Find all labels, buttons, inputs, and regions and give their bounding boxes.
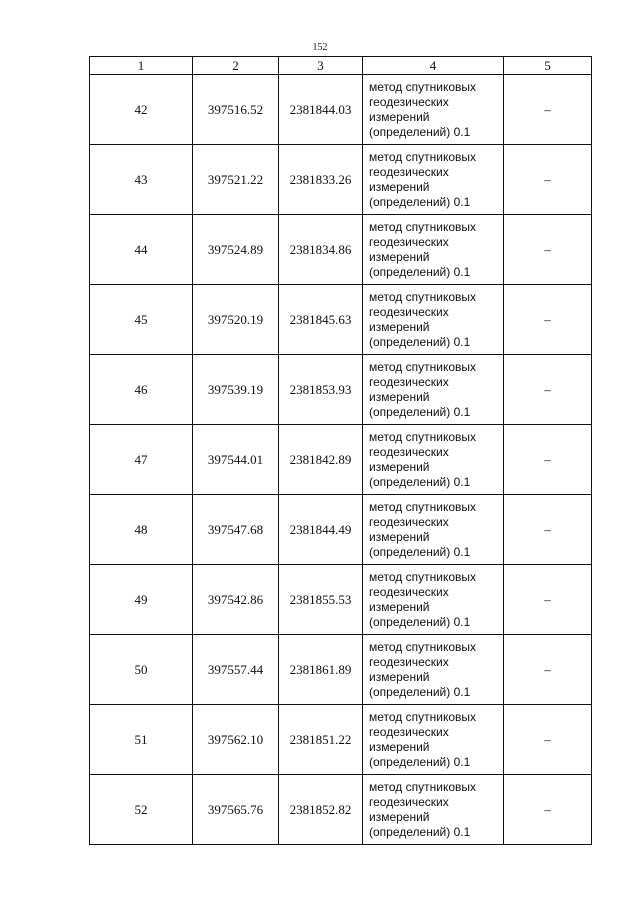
table-body bbox=[90, 75, 592, 845]
method-line: (определений) 0.1 bbox=[369, 124, 471, 139]
method-line: (определений) 0.1 bbox=[369, 754, 471, 769]
method-cell bbox=[363, 145, 504, 215]
point-number-cell: 46 bbox=[90, 355, 193, 425]
note-cell: – bbox=[504, 285, 592, 355]
table-row bbox=[90, 355, 592, 425]
coordinate-y-cell: 2381861.89 bbox=[279, 635, 363, 705]
method-line: измерений bbox=[369, 249, 430, 264]
method-line: (определений) 0.1 bbox=[369, 474, 471, 489]
method-line: измерений bbox=[369, 109, 430, 124]
method-line: геодезических bbox=[369, 654, 449, 669]
method-line: (определений) 0.1 bbox=[369, 194, 471, 209]
page-number: 152 bbox=[312, 42, 328, 53]
method-line: геодезических bbox=[369, 584, 449, 599]
coordinate-y-cell: 2381855.53 bbox=[279, 565, 363, 635]
table-row bbox=[90, 425, 592, 495]
coordinate-x-cell: 397542.86 bbox=[193, 565, 279, 635]
method-line: геодезических bbox=[369, 164, 449, 179]
coordinate-y-cell: 2381845.63 bbox=[279, 285, 363, 355]
method-line: геодезических bbox=[369, 374, 449, 389]
method-line: измерений bbox=[369, 809, 430, 824]
method-line: (определений) 0.1 bbox=[369, 334, 471, 349]
method-line: (определений) 0.1 bbox=[369, 824, 471, 839]
coordinate-x-cell: 397557.44 bbox=[193, 635, 279, 705]
note-cell: – bbox=[504, 565, 592, 635]
note-cell: – bbox=[504, 145, 592, 215]
note-cell: – bbox=[504, 495, 592, 565]
method-cell bbox=[363, 705, 504, 775]
method-line: метод спутниковых bbox=[369, 569, 477, 584]
method-line: метод спутниковых bbox=[369, 499, 477, 514]
table-row bbox=[90, 635, 592, 705]
note-cell: – bbox=[504, 775, 592, 845]
method-line: измерений bbox=[369, 459, 430, 474]
method-line: измерений bbox=[369, 529, 430, 544]
coordinate-y-cell: 2381853.93 bbox=[279, 355, 363, 425]
method-cell bbox=[363, 75, 504, 145]
point-number-cell: 45 bbox=[90, 285, 193, 355]
method-line: геодезических bbox=[369, 794, 449, 809]
table-row bbox=[90, 145, 592, 215]
note-cell: – bbox=[504, 75, 592, 145]
method-line: измерений bbox=[369, 599, 430, 614]
point-number-cell: 51 bbox=[90, 705, 193, 775]
point-number-cell: 49 bbox=[90, 565, 193, 635]
method-cell bbox=[363, 425, 504, 495]
method-line: (определений) 0.1 bbox=[369, 404, 471, 419]
point-number-cell: 52 bbox=[90, 775, 193, 845]
method-line: геодезических bbox=[369, 444, 449, 459]
note-cell: – bbox=[504, 425, 592, 495]
method-cell bbox=[363, 775, 504, 845]
method-cell bbox=[363, 285, 504, 355]
method-cell bbox=[363, 635, 504, 705]
coordinate-x-cell: 397520.19 bbox=[193, 285, 279, 355]
coordinate-y-cell: 2381834.86 bbox=[279, 215, 363, 285]
method-line: метод спутниковых bbox=[369, 359, 477, 374]
method-cell bbox=[363, 215, 504, 285]
table-row bbox=[90, 75, 592, 145]
note-cell: – bbox=[504, 635, 592, 705]
coordinate-y-cell: 2381844.03 bbox=[279, 75, 363, 145]
method-line: измерений bbox=[369, 389, 430, 404]
column-header-1: 1 bbox=[90, 57, 193, 75]
method-line: геодезических bbox=[369, 514, 449, 529]
method-line: метод спутниковых bbox=[369, 639, 477, 654]
method-line: метод спутниковых bbox=[369, 429, 477, 444]
point-number-cell: 42 bbox=[90, 75, 193, 145]
table-row bbox=[90, 705, 592, 775]
method-cell bbox=[363, 495, 504, 565]
method-line: метод спутниковых bbox=[369, 149, 477, 164]
column-header-5: 5 bbox=[504, 57, 592, 75]
method-line: метод спутниковых bbox=[369, 779, 477, 794]
coordinate-y-cell: 2381833.26 bbox=[279, 145, 363, 215]
point-number-cell: 48 bbox=[90, 495, 193, 565]
method-line: (определений) 0.1 bbox=[369, 544, 471, 559]
method-line: измерений bbox=[369, 179, 430, 194]
method-line: метод спутниковых bbox=[369, 79, 477, 94]
coordinate-x-cell: 397539.19 bbox=[193, 355, 279, 425]
coordinate-y-cell: 2381851.22 bbox=[279, 705, 363, 775]
point-number-cell: 43 bbox=[90, 145, 193, 215]
method-line: геодезических bbox=[369, 304, 449, 319]
method-line: (определений) 0.1 bbox=[369, 684, 471, 699]
method-line: метод спутниковых bbox=[369, 709, 477, 724]
note-cell: – bbox=[504, 215, 592, 285]
column-header-2: 2 bbox=[193, 57, 279, 75]
coordinate-x-cell: 397565.76 bbox=[193, 775, 279, 845]
coordinate-x-cell: 397521.22 bbox=[193, 145, 279, 215]
point-number-cell: 44 bbox=[90, 215, 193, 285]
coordinate-x-cell: 397516.52 bbox=[193, 75, 279, 145]
coordinate-y-cell: 2381844.49 bbox=[279, 495, 363, 565]
point-number-cell: 50 bbox=[90, 635, 193, 705]
method-cell bbox=[363, 565, 504, 635]
method-line: геодезических bbox=[369, 234, 449, 249]
method-line: (определений) 0.1 bbox=[369, 614, 471, 629]
method-line: (определений) 0.1 bbox=[369, 264, 471, 279]
method-cell bbox=[363, 355, 504, 425]
method-line: измерений bbox=[369, 319, 430, 334]
table-row bbox=[90, 775, 592, 845]
coordinate-y-cell: 2381852.82 bbox=[279, 775, 363, 845]
table-row bbox=[90, 565, 592, 635]
method-line: метод спутниковых bbox=[369, 289, 477, 304]
coordinate-x-cell: 397544.01 bbox=[193, 425, 279, 495]
coordinate-x-cell: 397562.10 bbox=[193, 705, 279, 775]
method-line: измерений bbox=[369, 739, 430, 754]
table-row bbox=[90, 215, 592, 285]
note-cell: – bbox=[504, 355, 592, 425]
table-row bbox=[90, 495, 592, 565]
table-row bbox=[90, 285, 592, 355]
table-header-row bbox=[90, 57, 592, 75]
point-number-cell: 47 bbox=[90, 425, 193, 495]
method-line: метод спутниковых bbox=[369, 219, 477, 234]
coordinate-x-cell: 397524.89 bbox=[193, 215, 279, 285]
column-header-4: 4 bbox=[363, 57, 504, 75]
coordinates-table bbox=[89, 56, 592, 845]
method-line: геодезических bbox=[369, 94, 449, 109]
column-header-3: 3 bbox=[279, 57, 363, 75]
note-cell: – bbox=[504, 705, 592, 775]
coordinate-y-cell: 2381842.89 bbox=[279, 425, 363, 495]
method-line: геодезических bbox=[369, 724, 449, 739]
method-line: измерений bbox=[369, 669, 430, 684]
coordinate-x-cell: 397547.68 bbox=[193, 495, 279, 565]
